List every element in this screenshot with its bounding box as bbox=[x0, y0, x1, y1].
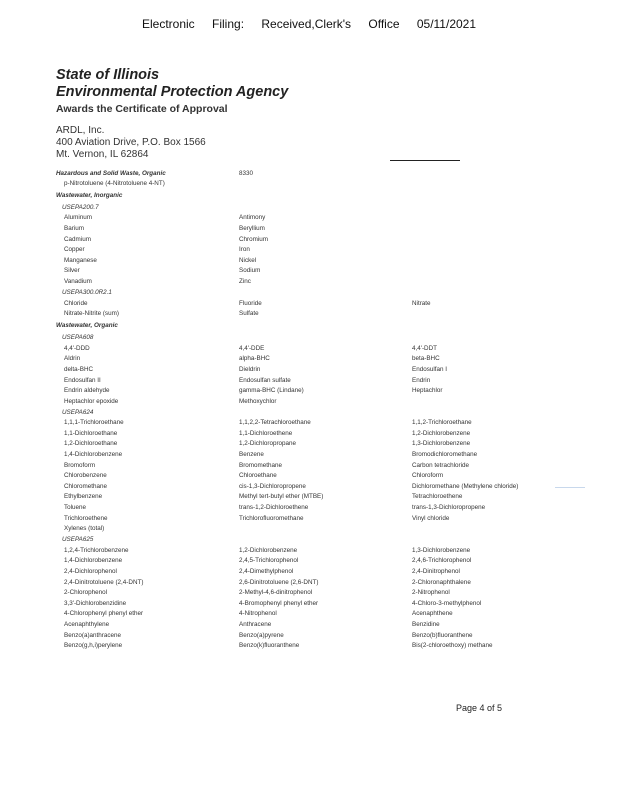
analyte: 2,4-Dinitrotoluene (2,4-DNT) bbox=[64, 578, 144, 586]
agency-block bbox=[56, 67, 288, 115]
analyte-row bbox=[56, 255, 576, 266]
analyte: Chlorobenzene bbox=[64, 472, 107, 480]
section-label: Hazardous and Solid Waste, Organic bbox=[56, 169, 166, 177]
analyte: 1,1,1-Trichloroethane bbox=[64, 419, 124, 427]
analyte: 2-Nitrophenol bbox=[412, 589, 450, 597]
method-label: USEPA624 bbox=[62, 408, 94, 416]
analyte-row bbox=[56, 396, 576, 407]
analyte: 4,4'-DDE bbox=[239, 344, 265, 352]
analyte-row bbox=[56, 619, 576, 630]
analyte: Bis(2-chloroethoxy) methane bbox=[412, 642, 493, 650]
analyte: Nitrate bbox=[412, 299, 431, 307]
analyte: Copper bbox=[64, 246, 85, 254]
analyte: 1,1-Dichloroethane bbox=[64, 429, 118, 437]
analyte: gamma-BHC (Lindane) bbox=[239, 387, 304, 395]
header-received: Received,Clerk's bbox=[261, 17, 352, 31]
analyte-row bbox=[56, 577, 576, 588]
analyte: 4,4'-DDD bbox=[64, 344, 90, 352]
analyte: 2-Methyl-4,6-dinitrophenol bbox=[239, 589, 313, 597]
analyte-row bbox=[56, 234, 576, 245]
analyte-row bbox=[56, 640, 576, 651]
analyte: Toluene bbox=[64, 504, 87, 512]
analyte: Chloroethane bbox=[239, 472, 277, 480]
section-hazardous-organic bbox=[56, 168, 576, 178]
analyte: 4-Bromophenyl phenyl ether bbox=[239, 599, 319, 607]
analyte-row bbox=[56, 364, 576, 375]
analyte: Xylenes (total) bbox=[64, 525, 105, 533]
analyte-row bbox=[56, 587, 576, 598]
analyte-row bbox=[56, 566, 576, 577]
analyte: Heptachlor epoxide bbox=[64, 397, 119, 405]
analyte: cis-1,3-Dichloropropene bbox=[239, 482, 306, 490]
method-label: USEPA200.7 bbox=[62, 203, 99, 211]
analyte: Iron bbox=[239, 246, 250, 254]
analyte: Vinyl chloride bbox=[412, 514, 450, 522]
analyte: Bromomethane bbox=[239, 461, 283, 469]
analyte: Endrin bbox=[412, 376, 431, 384]
certificate-title: Awards the Certificate of Approval bbox=[56, 103, 228, 115]
analyte-row bbox=[56, 470, 576, 481]
signature-rule bbox=[390, 160, 460, 161]
analyte-row bbox=[56, 276, 576, 287]
analyte: 1,2,4-Trichlorobenzene bbox=[64, 546, 129, 554]
analyte: Trichlorofluoromethane bbox=[239, 514, 304, 522]
analyte: Manganese bbox=[64, 256, 97, 264]
analyte-row bbox=[56, 598, 576, 609]
header-electronic: Electronic bbox=[141, 17, 195, 31]
analyte: Acenaphthylene bbox=[64, 620, 110, 628]
analyte: Heptachlor bbox=[412, 387, 443, 395]
analyte-row bbox=[56, 492, 576, 503]
analyte: Endosulfan II bbox=[64, 376, 101, 384]
analyte: Methoxychlor bbox=[239, 397, 277, 405]
analyte: Vanadium bbox=[64, 277, 92, 285]
certificate-number: 8330 bbox=[239, 169, 254, 177]
analyte-row bbox=[56, 178, 576, 189]
analyte-row bbox=[56, 428, 576, 439]
header-filing: Filing: bbox=[212, 17, 245, 31]
analyte: 1,2-Dichloropropane bbox=[239, 440, 297, 448]
analyte: 4-Nitrophenol bbox=[239, 610, 277, 618]
analyte-row bbox=[56, 630, 576, 641]
analyte: Acenaphthene bbox=[412, 610, 453, 618]
analyte: Ethylbenzene bbox=[64, 493, 103, 501]
lab-address-block bbox=[56, 125, 206, 161]
analyte: Endrin aldehyde bbox=[64, 387, 110, 395]
analyte-row bbox=[56, 609, 576, 620]
lab-name: ARDL, Inc. bbox=[56, 125, 105, 136]
method-label: USEPA608 bbox=[62, 333, 94, 341]
analyte-row bbox=[56, 343, 576, 354]
analyte: trans-1,2-Dichloroethene bbox=[239, 504, 309, 512]
analyte: Chloroform bbox=[412, 472, 444, 480]
analyte-row bbox=[56, 556, 576, 567]
analyte-rows bbox=[56, 418, 576, 535]
analyte: Benzo(a)anthracene bbox=[64, 631, 122, 639]
analyte-row bbox=[56, 308, 576, 319]
analyte: Chloride bbox=[64, 299, 88, 307]
analyte: Dieldrin bbox=[239, 365, 261, 373]
analyte: Endosulfan sulfate bbox=[239, 376, 291, 384]
analyte: Aldrin bbox=[64, 355, 81, 363]
analyte: Beryllium bbox=[239, 224, 265, 232]
analyte: 4,4'-DDT bbox=[412, 344, 437, 352]
analyte: 3,3'-Dichlorobenzidine bbox=[64, 599, 127, 607]
analyte: Fluoride bbox=[239, 299, 262, 307]
analyte-rows bbox=[56, 343, 576, 407]
analyte: 4-Chloro-3-methylphenol bbox=[412, 599, 482, 607]
analyte: 1,1-Dichloroethene bbox=[239, 429, 293, 437]
analyte: Barium bbox=[64, 224, 84, 232]
analyte-rows bbox=[56, 298, 576, 319]
analyte: Carbon tetrachloride bbox=[412, 461, 470, 469]
analyte-row bbox=[56, 298, 576, 309]
analyte: Antimony bbox=[239, 214, 266, 222]
analyte: Bromoform bbox=[64, 461, 96, 469]
header-date: 05/11/2021 bbox=[416, 17, 477, 31]
analyte-row bbox=[56, 502, 576, 513]
analyte-row bbox=[56, 513, 576, 524]
analyte: Chloromethane bbox=[64, 482, 108, 490]
method-label: USEPA625 bbox=[62, 536, 94, 544]
analyte: 2-Chlorophenol bbox=[64, 589, 108, 597]
analyte: Methyl tert-butyl ether (MTBE) bbox=[239, 493, 324, 501]
lab-address-line-1: 400 Aviation Drive, P.O. Box 1566 bbox=[56, 137, 206, 148]
analyte-row bbox=[56, 244, 576, 255]
section-label: Wastewater, Inorganic bbox=[56, 191, 123, 199]
analyte: 1,3-Dichlorobenzene bbox=[412, 440, 471, 448]
method-label: USEPA300.0R2.1 bbox=[62, 288, 112, 296]
analyte-row bbox=[56, 385, 576, 396]
section-label: Wastewater, Organic bbox=[56, 321, 118, 329]
analyte: 1,1,2-Trichloroethane bbox=[412, 419, 472, 427]
analyte: 1,1,2,2-Tetrachloroethane bbox=[239, 419, 311, 427]
page-number: Page 4 of 5 bbox=[456, 703, 503, 713]
analyte-row bbox=[56, 481, 576, 492]
analyte: Sodium bbox=[239, 267, 261, 275]
analyte-row bbox=[56, 213, 576, 224]
analyte: 1,2-Dichlorobenzene bbox=[412, 429, 471, 437]
analyte-row bbox=[56, 545, 576, 556]
analyte: 1,4-Dichlorobenzene bbox=[64, 557, 123, 565]
analyte: Tetrachloroethene bbox=[412, 493, 463, 501]
analyte: Sulfate bbox=[239, 310, 259, 318]
agency-title: Environmental Protection Agency bbox=[56, 84, 289, 100]
analyte-row bbox=[56, 266, 576, 277]
analyte: Anthracene bbox=[239, 620, 272, 628]
analyte: Benzo(a)pyrene bbox=[239, 631, 284, 639]
analyte: 2-Chloronaphthalene bbox=[412, 578, 471, 586]
lab-address-line-2: Mt. Vernon, IL 62864 bbox=[56, 149, 149, 160]
state-title: State of Illinois bbox=[56, 67, 160, 83]
analyte-row bbox=[56, 354, 576, 365]
analyte: p-Nitrotoluene (4-Nitrotoluene 4-NT) bbox=[64, 179, 165, 187]
analyte-row bbox=[56, 439, 576, 450]
analyte: trans-1,3-Dichloropropene bbox=[412, 504, 486, 512]
analyte: 2,4,6-Trichlorophenol bbox=[412, 557, 472, 565]
analyte: Benzo(b)fluoranthene bbox=[412, 631, 473, 639]
header-office: Office bbox=[368, 17, 400, 31]
analyte: Bromodichloromethane bbox=[412, 451, 478, 459]
analyte: Chromium bbox=[239, 235, 269, 243]
analyte-row bbox=[56, 523, 576, 534]
analyte: Benzo(k)fluoranthene bbox=[239, 642, 300, 650]
analyte-rows bbox=[56, 213, 576, 287]
analyte: Benzidine bbox=[412, 620, 440, 628]
analyte-row bbox=[56, 375, 576, 386]
certification-list bbox=[56, 168, 576, 651]
analyte: 2,6-Dinitrotoluene (2,6-DNT) bbox=[239, 578, 319, 586]
analyte: Cadmium bbox=[64, 235, 91, 243]
analyte: 1,2-Dichloroethane bbox=[64, 440, 118, 448]
analyte-row bbox=[56, 449, 576, 460]
analyte-row bbox=[56, 460, 576, 471]
analyte: Benzo(g,h,i)perylene bbox=[64, 642, 123, 650]
analyte: Nitrate-Nitrite (sum) bbox=[64, 310, 119, 318]
analyte: Dichloromethane (Methylene chloride) bbox=[412, 482, 519, 490]
analyte: beta-BHC bbox=[412, 355, 440, 363]
analyte: Nickel bbox=[239, 256, 257, 264]
analyte: 2,4-Dinitrophenol bbox=[412, 568, 460, 576]
analyte: Aluminum bbox=[64, 214, 92, 222]
analyte: alpha-BHC bbox=[239, 355, 270, 363]
analyte: 2,4-Dichlorophenol bbox=[64, 568, 117, 576]
analyte: Silver bbox=[64, 267, 80, 275]
analyte-row bbox=[56, 418, 576, 429]
analyte: Zinc bbox=[239, 277, 251, 285]
analyte: Benzene bbox=[239, 451, 264, 459]
analyte: 2,4,5-Trichlorophenol bbox=[239, 557, 299, 565]
analyte: 2,4-Dimethylphenol bbox=[239, 568, 294, 576]
analyte: 4-Chlorophenyl phenyl ether bbox=[64, 610, 144, 618]
analyte: Trichloroethene bbox=[64, 514, 108, 522]
analyte: 1,3-Dichlorobenzene bbox=[412, 546, 471, 554]
analyte-rows bbox=[56, 545, 576, 651]
analyte: delta-BHC bbox=[64, 365, 94, 373]
filing-header bbox=[0, 17, 618, 31]
analyte: 1,2-Dichlorobenzene bbox=[239, 546, 298, 554]
analyte: Endosulfan I bbox=[412, 365, 448, 373]
analyte: 1,4-Dichlorobenzene bbox=[64, 451, 123, 459]
analyte-row bbox=[56, 223, 576, 234]
